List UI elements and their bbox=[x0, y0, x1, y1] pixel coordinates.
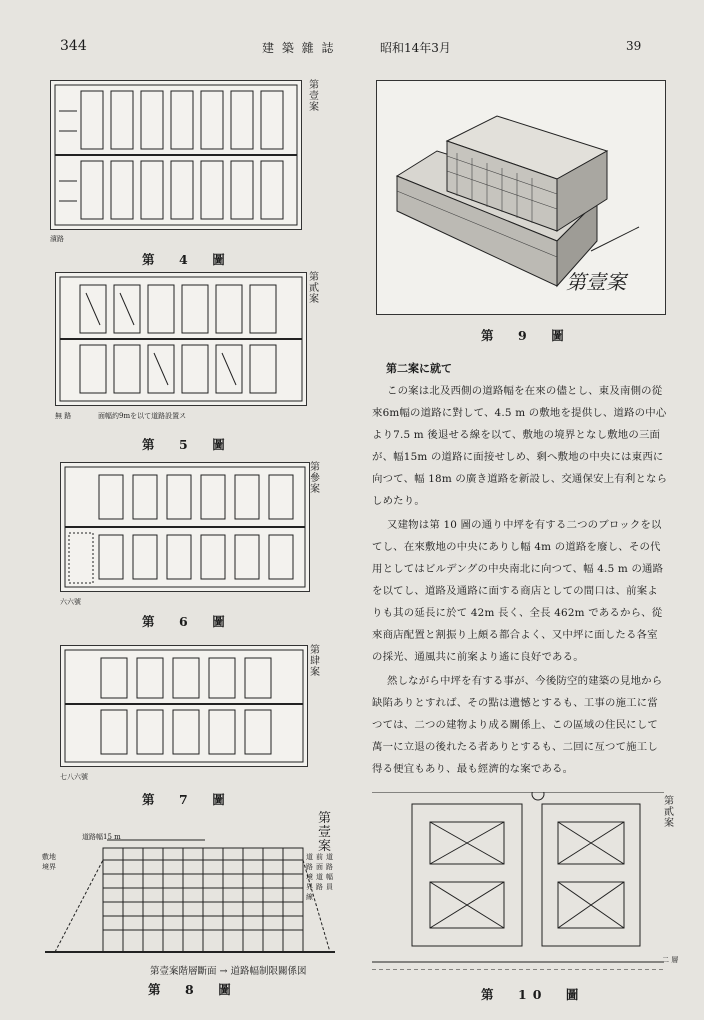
fig8-side-label: 第壹案 bbox=[318, 811, 332, 854]
fig8-caption: 第 8 圖 bbox=[148, 982, 237, 997]
fig5-caption: 第 5 圖 bbox=[142, 437, 231, 452]
fig10-side-label: 第貳案 bbox=[664, 796, 674, 829]
fig8-left-note: 敷地境界 bbox=[42, 853, 56, 871]
fig4-caption: 第 4 圖 bbox=[142, 252, 231, 267]
fig5-floor-plan bbox=[55, 272, 307, 406]
fig6-caption: 第 6 圖 bbox=[142, 614, 231, 629]
fig6-side-label: 第參案 bbox=[310, 462, 320, 495]
fig10-site-plan bbox=[372, 792, 664, 970]
fig5-road-label: 無 路 bbox=[55, 412, 72, 420]
article-paragraph-2: 又建物は第 10 圖の通り中坪を有する二つのブロックを以てし、在來敷地の中央にありし幅 4m の道路を廢し、その代用としてはビルデングの中央南北に向つて、幅 4.5 m の通路を以てし、道路及通路に面する商店としての間口は、前案よりも其の延長に於て 42m 長く、全長 462m であるから、從來商店配置と割振り上頗る都合よく、又中坪に面したる各室の採光、通風共に前案より遙に良好である。 bbox=[372, 519, 664, 663]
fig8-top-dimension: 道路幅15 m bbox=[82, 833, 121, 841]
article-paragraph-3: 然しながら中坪を有する事が、今後防空的建築の見地から缺陷ありとすれば、その點は遺憾とするも、工事の施工に當つては、二つの建物より成る關係上、この區域の住民にして萬一に立退の後れたる者ありとするも、二回に亙つて施工し得る便宜もあり、最も經濟的な案である。 bbox=[372, 675, 663, 775]
page-number-right: 39 bbox=[626, 39, 642, 53]
fig8-right-note-2: 前面道路 bbox=[316, 853, 323, 891]
fig4-road-label: 濱路 bbox=[50, 235, 64, 243]
fig8-right-note-1: 道路境界線 bbox=[306, 853, 313, 901]
fig7-side-label: 第肆案 bbox=[310, 645, 320, 678]
journal-title: 建 築 雜 誌 bbox=[262, 41, 336, 55]
fig9-inset-label: 第壹案 bbox=[566, 270, 626, 294]
article-paragraph-1: この案は北及西側の道路幅を在來の儘とし、東及南側の從來6m幅の道路に對して、4.5 m の敷地を提供し、道路の中心より7.5 m 後退せる線を以て、敷地の境界となし敷地の三面が、幅15m の道路に面接せしめ、剩へ敷地の中央には東西に向つて、幅 18m の廣き道路を新設し、交通保安上有利とならしめたり。 bbox=[372, 385, 668, 507]
issue-date: 昭和14年3月 bbox=[380, 41, 451, 55]
article-body bbox=[372, 380, 668, 782]
article-title: 第二案に就て bbox=[386, 362, 452, 375]
fig4-floor-plan bbox=[50, 80, 302, 230]
fig10-caption: 第 10 圖 bbox=[481, 987, 585, 1002]
fig5-side-label: 第貳案 bbox=[309, 272, 319, 305]
fig10-note: 二 層 bbox=[662, 956, 679, 964]
fig8-right-note-3: 道路幅員 bbox=[326, 853, 333, 891]
page-number-left: 344 bbox=[60, 38, 87, 54]
fig7-floor-plan bbox=[60, 645, 308, 767]
fig6-floor-plan bbox=[60, 462, 310, 592]
fig8-bottom-label: 第壹案階層斷面 → 道路幅制限關係図 bbox=[150, 966, 307, 977]
fig7-caption: 第 7 圖 bbox=[142, 792, 231, 807]
fig9-caption: 第 9 圖 bbox=[481, 328, 570, 343]
fig6-road-label: 六六號 bbox=[60, 598, 81, 606]
fig5-note: 面幅約9mを以て道路設置ス bbox=[98, 412, 187, 420]
fig7-road-label: 七八六號 bbox=[60, 773, 88, 781]
fig8-section-drawing bbox=[45, 830, 335, 960]
fig4-side-label: 第壹案 bbox=[309, 80, 319, 113]
